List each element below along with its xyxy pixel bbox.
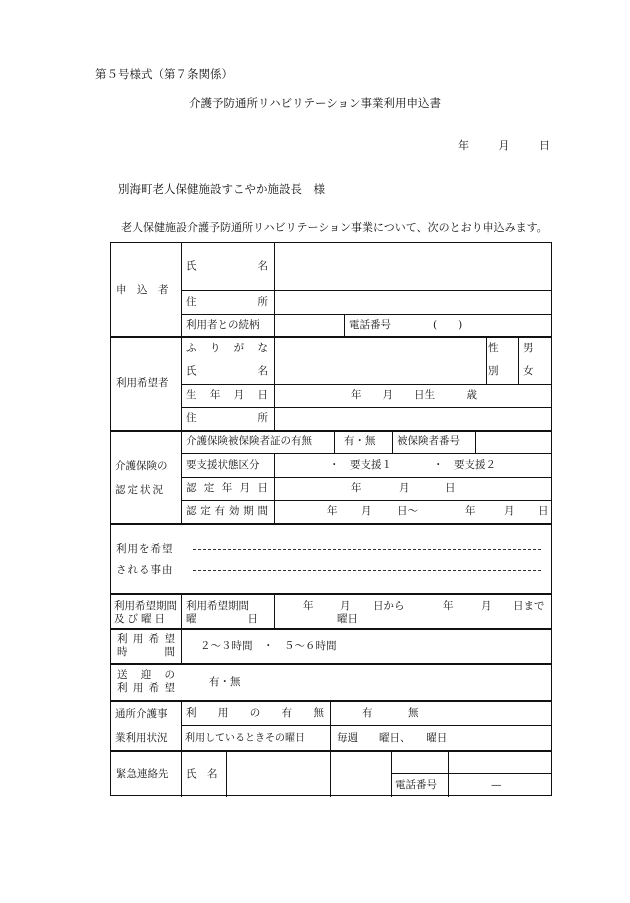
relation-label: 利用者との続柄	[186, 319, 260, 331]
validity-from-day: 日〜	[397, 505, 418, 517]
daycare-section-line1: 通所介護事	[115, 708, 168, 720]
emergency-name-label: 氏 名	[186, 768, 218, 780]
daycare-use-label: 利 用 の 有 無	[186, 707, 324, 719]
date-year: 年	[458, 139, 469, 152]
cert-date-day: 日	[445, 482, 456, 494]
reason-label-line1: 利用を希望	[116, 543, 174, 555]
insured-number-label: 被保険者番号	[397, 435, 460, 447]
period-section-line2: 及び曜日	[114, 613, 168, 625]
applicant-address-label: 住 所	[186, 296, 268, 308]
period-from-month: 月	[340, 600, 351, 612]
applicant-name-label: 氏 名	[186, 260, 268, 272]
cert-date-year: 年	[351, 482, 362, 494]
intro-text: 老人保健施設介護予防通所リハビリテーション事業について、次のとおり申込みます。	[121, 221, 548, 234]
reason-dashed-line-1	[193, 549, 541, 550]
emergency-phone-dash: —	[491, 779, 502, 791]
emergency-section-label: 緊急連絡先	[116, 768, 169, 780]
care-level-label: 要支援状態区分	[186, 459, 260, 471]
date-line	[458, 137, 550, 153]
daycare-day-label: 利用しているときその曜日	[185, 733, 305, 744]
date-month: 月	[498, 139, 510, 152]
transport-label-line1: 送 迎 の	[117, 669, 175, 681]
transport-label-line2: 利 用 希 望	[117, 682, 175, 694]
cert-date-month: 月	[399, 482, 410, 494]
sex-option-female: 女	[523, 365, 534, 377]
period-label-line2: 曜 日	[186, 613, 258, 625]
emergency-phone-label: 電話番号	[395, 779, 437, 791]
period-section-line1: 利用希望期間	[114, 600, 177, 612]
validity-to-month: 月	[504, 505, 515, 517]
daycare-use-no: 無	[408, 707, 419, 719]
daycare-day-value: 毎週 曜日、 曜日	[337, 732, 448, 744]
period-label-line1: 利用希望期間	[186, 600, 249, 612]
document-title: 介護予防通所リハビリテーション事業利用申込書	[189, 96, 441, 110]
birthdate-label: 生 年 月 日	[186, 389, 268, 401]
daycare-section-line2: 業利用状況	[115, 732, 168, 744]
application-table	[110, 242, 552, 796]
validity-to-year: 年	[465, 505, 476, 517]
transport-options: 有・無	[209, 676, 241, 688]
sex-label-top: 性	[488, 342, 499, 354]
period-to-day: 日まで	[513, 600, 545, 612]
period-from-year: 年	[303, 600, 314, 612]
birthdate-value: 年 月 日生 歳	[351, 389, 477, 401]
reason-dashed-line-2	[193, 570, 541, 571]
cert-date-label: 認 定 年 月 日	[186, 482, 268, 494]
addressee: 別海町老人保健施設すこやか施設長 様	[118, 182, 325, 196]
care-level-option-2: ・ 要支援２	[433, 459, 496, 471]
daycare-use-yes: 有	[362, 707, 373, 719]
form-number: 第５号様式（第７条関係）	[95, 67, 233, 81]
insurance-card-label: 介護保険被保険者証の有無	[186, 435, 312, 447]
sex-label-bottom: 別	[488, 365, 499, 377]
period-to-year: 年	[443, 600, 454, 612]
date-day: 日	[539, 139, 550, 152]
validity-from-year: 年	[327, 505, 338, 517]
period-to-month: 月	[481, 600, 492, 612]
care-level-option-1: ・ 要支援１	[329, 459, 392, 471]
validity-label: 認 定 有 効 期 間	[186, 505, 268, 517]
validity-from-month: 月	[361, 505, 372, 517]
sex-option-male: 男	[523, 342, 534, 354]
period-weekday-value: 曜日	[337, 613, 358, 625]
hours-label-line2: 時 間	[117, 646, 175, 658]
furigana-label: ふ り が な	[186, 342, 268, 354]
insurance-section-line2: 認定状況	[115, 484, 165, 496]
hours-options: ２〜３時間 ・ ５〜６時間	[200, 640, 337, 652]
user-section-label: 利用希望者	[116, 377, 169, 389]
validity-to-day: 日	[538, 505, 549, 517]
user-address-label: 住 所	[186, 412, 268, 424]
reason-label-line2: される事由	[116, 564, 174, 576]
user-name-label: 氏 名	[186, 365, 268, 377]
applicant-phone-label: 電話番号	[349, 319, 391, 331]
hours-label-line1: 利 用 希 望	[117, 633, 175, 645]
period-from-day: 日から	[373, 600, 405, 612]
applicant-section-label: 申 込 者	[116, 284, 169, 296]
applicant-phone-parens: ( )	[433, 319, 463, 331]
insurance-section-line1: 介護保険の	[115, 460, 168, 472]
insurance-card-value: 有・無	[344, 435, 376, 447]
